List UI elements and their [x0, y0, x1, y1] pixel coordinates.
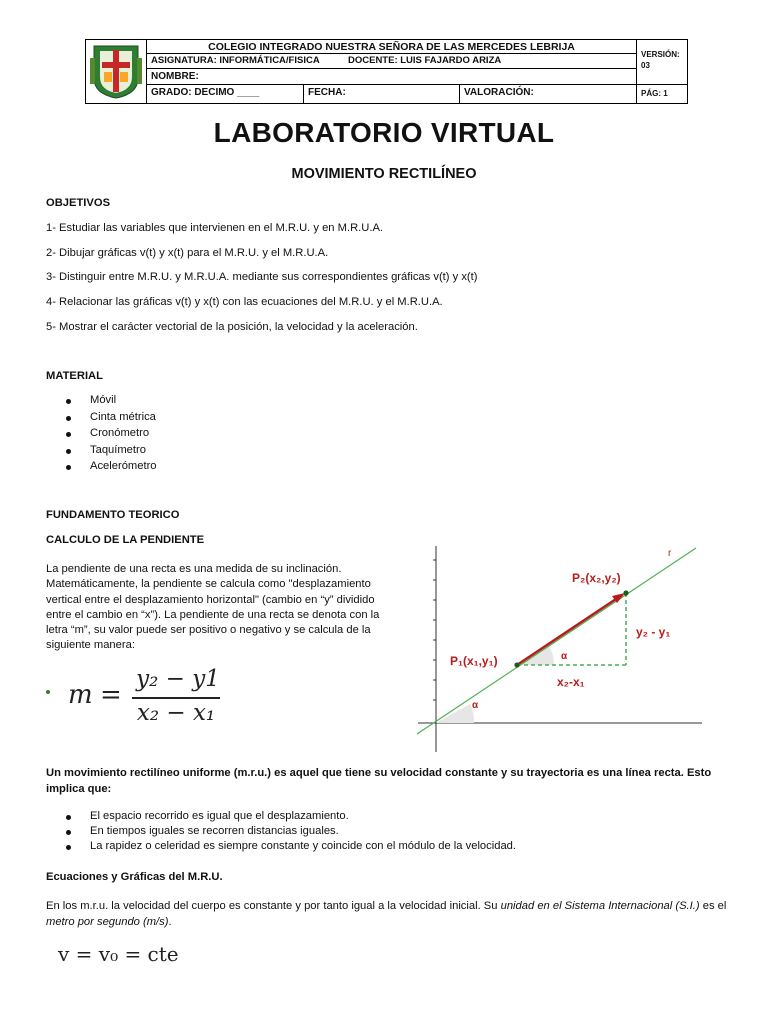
velocity-text: En los m.r.u. la velocidad del cuerpo es constante y por tanto igual a la velocidad inicial. Su: [46, 900, 501, 912]
bullet-icon: [66, 399, 71, 404]
bullet-icon: [66, 432, 71, 437]
mru-item: En tiempos iguales se recorren distancias iguales.: [90, 825, 339, 837]
vector-arrow: [517, 597, 619, 665]
velocity-paragraph: [46, 898, 736, 930]
mru-item: La rapidez o celeridad es siempre constante y coincide con el módulo de la velocidad.: [90, 840, 516, 852]
dx-label: x₂-x₁: [557, 675, 585, 689]
score-field[interactable]: VALORACIÓN:: [460, 85, 637, 103]
point-p2: [623, 590, 628, 595]
objective-item: 3- Distinguir entre M.R.U. y M.R.U.A. mediante sus correspondientes gráficas v(t) y x(t): [46, 271, 478, 283]
bullet-icon: [66, 845, 71, 850]
slope-paragraph: La pendiente de una recta es una medida de su inclinación. Matemáticamente, la pendiente se calcula como "desplazamiento vertical entre el desplazamiento horizontal" (cambio en “y” dividido entre el cambio en “x”). La pendiente de una recta se denota con la letra “m”, su valor puede ser positivo o negativo y se calcula de la siguiente manera:: [46, 563, 380, 652]
velocity-unit: metro por segundo (m/s): [46, 916, 169, 928]
material-heading: MATERIAL: [46, 370, 103, 382]
page-title: LABORATORIO VIRTUAL: [213, 117, 555, 148]
mru-item: El espacio recorrido es igual que el desplazamiento.: [90, 810, 349, 822]
angle-label: α: [472, 700, 479, 711]
version-value: 03: [641, 61, 650, 70]
objective-item: 1- Estudiar las variables que intervienen en el M.R.U. y en M.R.U.A.: [46, 222, 384, 234]
mru-intro-text: Un movimiento rectilíneo uniforme (m.r.u.) es aquel que tiene su velocidad constante y su trayectoria es una línea recta. Esto implica que:: [46, 767, 712, 795]
line-label: r: [668, 548, 672, 559]
objectives-heading: OBJETIVOS: [46, 197, 111, 209]
velocity-text: es el: [699, 900, 727, 912]
material-item: Cronómetro: [90, 427, 150, 439]
school-name: COLEGIO INTEGRADO NUESTRA SEÑORA DE LAS MERCEDES LEBRIJA: [147, 40, 637, 54]
objective-item: 2- Dibujar gráficas v(t) y x(t) para el M.R.U. y el M.R.U.A.: [46, 247, 329, 259]
teacher-label: DOCENTE: LUIS FAJARDO ARIZA: [348, 55, 502, 66]
date-field[interactable]: FECHA:: [304, 85, 460, 103]
velocity-unit-system: unidad en el Sistema Internacional (S.I.): [500, 900, 700, 912]
school-logo: [86, 40, 147, 103]
header-table: [85, 39, 688, 104]
formula-m: m: [68, 680, 93, 710]
material-item: Móvil: [90, 394, 117, 406]
equations-heading: Ecuaciones y Gráficas del M.R.U.: [46, 871, 223, 883]
point-p1: [514, 662, 519, 667]
velocity-text: .: [168, 916, 172, 928]
name-field[interactable]: NOMBRE:: [147, 69, 637, 85]
slope-heading: CALCULO DE LA PENDIENTE: [46, 534, 205, 546]
formula-denominator: x₂ − x₁: [136, 700, 216, 726]
mru-intro: [46, 765, 736, 797]
fraction-bar: [132, 697, 220, 699]
angle-wedge: [436, 704, 474, 723]
objective-item: 4- Relacionar las gráficas v(t) y x(t) con las ecuaciones del M.R.U. y el M.R.U.A.: [46, 296, 443, 308]
angle-label: α: [561, 651, 568, 662]
bullet-icon: [66, 815, 71, 820]
line-r: [417, 548, 696, 734]
p1-label: P₁(x₁,y₁): [450, 654, 498, 668]
subject-cell: [147, 54, 637, 69]
dy-label: y₂ - y₁: [636, 625, 671, 639]
objective-item: 5- Mostrar el carácter vectorial de la posición, la velocidad y la aceleración.: [46, 321, 418, 333]
version-label: VERSIÓN:: [641, 50, 680, 59]
material-item: Cinta métrica: [90, 411, 156, 423]
subject-label: ASIGNATURA: INFORMÁTICA/FISICA: [151, 55, 320, 66]
version-cell: [637, 40, 687, 85]
slope-diagram: [414, 540, 704, 755]
grade-field[interactable]: GRADO: DECIMO ____: [147, 85, 304, 103]
velocity-formula: v = v₀ = cte: [58, 942, 179, 966]
bullet-icon: [66, 465, 71, 470]
material-item: Acelerómetro: [90, 460, 157, 472]
bullet-icon: [46, 690, 50, 694]
bullet-icon: [66, 416, 71, 421]
p2-label: P₂(x₂,y₂): [572, 571, 621, 585]
theory-heading: FUNDAMENTO TEORICO: [46, 509, 180, 521]
bullet-icon: [66, 449, 71, 454]
formula-numerator: y₂ − y1: [136, 666, 220, 692]
material-item: Taquímetro: [90, 444, 146, 456]
formula-equals: =: [100, 680, 122, 710]
bullet-icon: [66, 830, 71, 835]
page-number: PÁG: 1: [641, 89, 668, 98]
page-subtitle: MOVIMIENTO RECTILÍNEO: [291, 166, 477, 182]
